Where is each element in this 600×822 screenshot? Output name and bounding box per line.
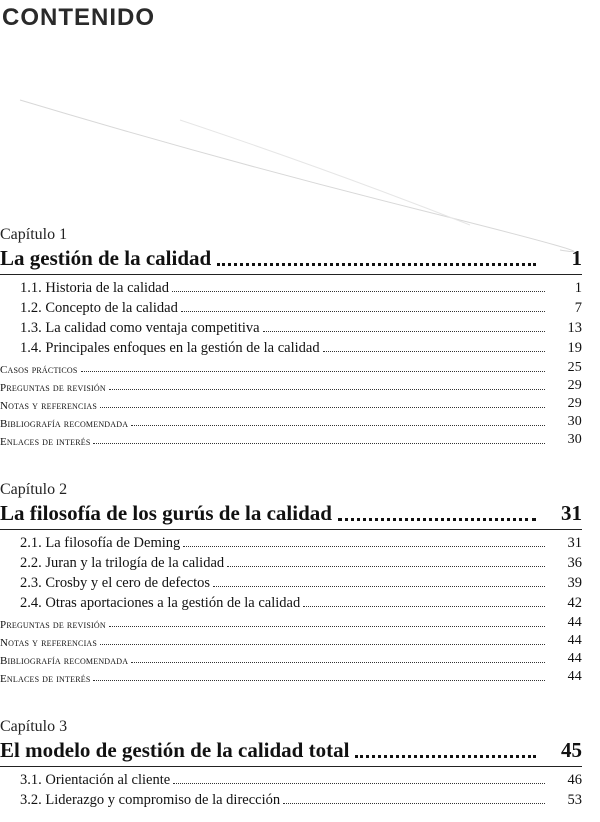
leader-dots [100, 643, 545, 645]
entry-title: 1.3. La calidad como ventaja competitiva [20, 320, 260, 336]
leader-dots [303, 605, 545, 607]
chapter-title: La filosofía de los gurús de la calidad [0, 501, 332, 525]
chapter-page-number: 1 [571, 246, 582, 270]
entry-title: 3.2. Liderazgo y compromiso de la dirección [20, 792, 281, 808]
extra-page: 44 [567, 651, 582, 666]
extra-title: Preguntas de revisión [0, 382, 106, 394]
entry-title: 1.1. Historia de la calidad [20, 280, 169, 296]
extra-title: Enlaces de interés [0, 673, 91, 685]
entry-title: 1.2. Concepto de la calidad [20, 300, 178, 316]
extra-title: Enlaces de interés [0, 436, 91, 448]
leader-dots [323, 350, 545, 352]
toc-extra-entry[interactable] [0, 631, 582, 649]
entry-page: 53 [567, 792, 582, 808]
extra-title: Bibliografía recomendada [0, 418, 129, 430]
leader-dots [213, 585, 545, 587]
leader-dots [93, 679, 545, 681]
entry-page: 31 [567, 535, 582, 551]
toc-extra-entry[interactable] [0, 667, 582, 685]
extra-page: 30 [567, 432, 582, 447]
leader-dots [173, 782, 545, 784]
toc-entry[interactable] [0, 337, 582, 357]
chapter-title-row[interactable] [0, 243, 582, 271]
extra-title: Notas y referencias [0, 637, 98, 649]
chapter-rule [0, 274, 582, 275]
chapter-title-row[interactable] [0, 498, 582, 526]
entry-page: 42 [567, 595, 582, 611]
extra-page: 30 [567, 414, 582, 429]
section-list [0, 769, 600, 809]
leader-dots [109, 388, 545, 390]
chapter-title: La gestión de la calidad [0, 246, 212, 270]
extra-title: Casos prácticos [0, 364, 78, 376]
extra-page: 44 [567, 633, 582, 648]
extra-page: 44 [567, 615, 582, 630]
entry-page: 7 [574, 300, 582, 316]
toc-extra-entry[interactable] [0, 430, 582, 448]
toc-extra-entry[interactable] [0, 412, 582, 430]
section-list [0, 277, 600, 357]
toc-entry[interactable] [0, 592, 582, 612]
entry-page: 19 [567, 340, 582, 356]
entry-page: 1 [574, 280, 582, 296]
toc-extra-entry[interactable] [0, 613, 582, 631]
scan-streak [0, 0, 600, 260]
chapter-title-row[interactable] [0, 735, 582, 763]
entry-page: 46 [567, 772, 582, 788]
entry-page: 39 [567, 575, 582, 591]
leader-dots [338, 517, 536, 521]
entry-title: 2.3. Crosby y el cero de defectos [20, 575, 211, 591]
leader-dots [100, 406, 545, 408]
chapter-title: El modelo de gestión de la calidad total [0, 738, 350, 762]
chapter-label: Capítulo 1 [0, 226, 68, 243]
chapter-page-number: 31 [561, 501, 582, 525]
extra-page: 29 [567, 396, 582, 411]
leader-dots [355, 754, 536, 758]
entry-title: 1.4. Principales enfoques en la gestión de la calidad [20, 340, 320, 356]
entry-page: 13 [567, 320, 582, 336]
leader-dots [109, 625, 545, 627]
toc-entry[interactable] [0, 769, 582, 789]
toc-entry[interactable] [0, 317, 582, 337]
entry-title: 3.1. Orientación al cliente [20, 772, 171, 788]
extra-page: 25 [567, 360, 582, 375]
toc-entry[interactable] [0, 789, 582, 809]
leader-dots [263, 330, 545, 332]
toc-extra-entry[interactable] [0, 376, 582, 394]
leader-dots [227, 565, 545, 567]
extra-title: Bibliografía recomendada [0, 655, 129, 667]
leader-dots [181, 310, 545, 312]
entry-title: 2.2. Juran y la trilogía de la calidad [20, 555, 225, 571]
extras-list [0, 358, 600, 448]
entry-page: 36 [567, 555, 582, 571]
entry-title: 2.1. La filosofía de Deming [20, 535, 181, 551]
leader-dots [93, 442, 545, 444]
toc-entry[interactable] [0, 297, 582, 317]
leader-dots [183, 545, 545, 547]
page-heading: CONTENIDO [2, 4, 155, 31]
leader-dots [217, 262, 536, 266]
chapter-label: Capítulo 3 [0, 718, 68, 735]
chapter-label: Capítulo 2 [0, 481, 68, 498]
section-list [0, 532, 600, 612]
toc-entry[interactable] [0, 552, 582, 572]
extra-title: Preguntas de revisión [0, 619, 106, 631]
extra-page: 44 [567, 669, 582, 684]
chapter-rule [0, 529, 582, 530]
toc-entry[interactable] [0, 277, 582, 297]
toc-extra-entry[interactable] [0, 649, 582, 667]
entry-title: 2.4. Otras aportaciones a la gestión de la calidad [20, 595, 301, 611]
toc-entry[interactable] [0, 532, 582, 552]
leader-dots [81, 370, 545, 372]
extra-page: 29 [567, 378, 582, 393]
toc-extra-entry[interactable] [0, 358, 582, 376]
toc-entry[interactable] [0, 572, 582, 592]
extras-list [0, 613, 600, 685]
leader-dots [131, 424, 545, 426]
toc-extra-entry[interactable] [0, 394, 582, 412]
leader-dots [131, 661, 545, 663]
leader-dots [283, 802, 545, 804]
extra-title: Notas y referencias [0, 400, 98, 412]
leader-dots [172, 290, 545, 292]
chapter-page-number: 45 [561, 738, 582, 762]
chapter-rule [0, 766, 582, 767]
